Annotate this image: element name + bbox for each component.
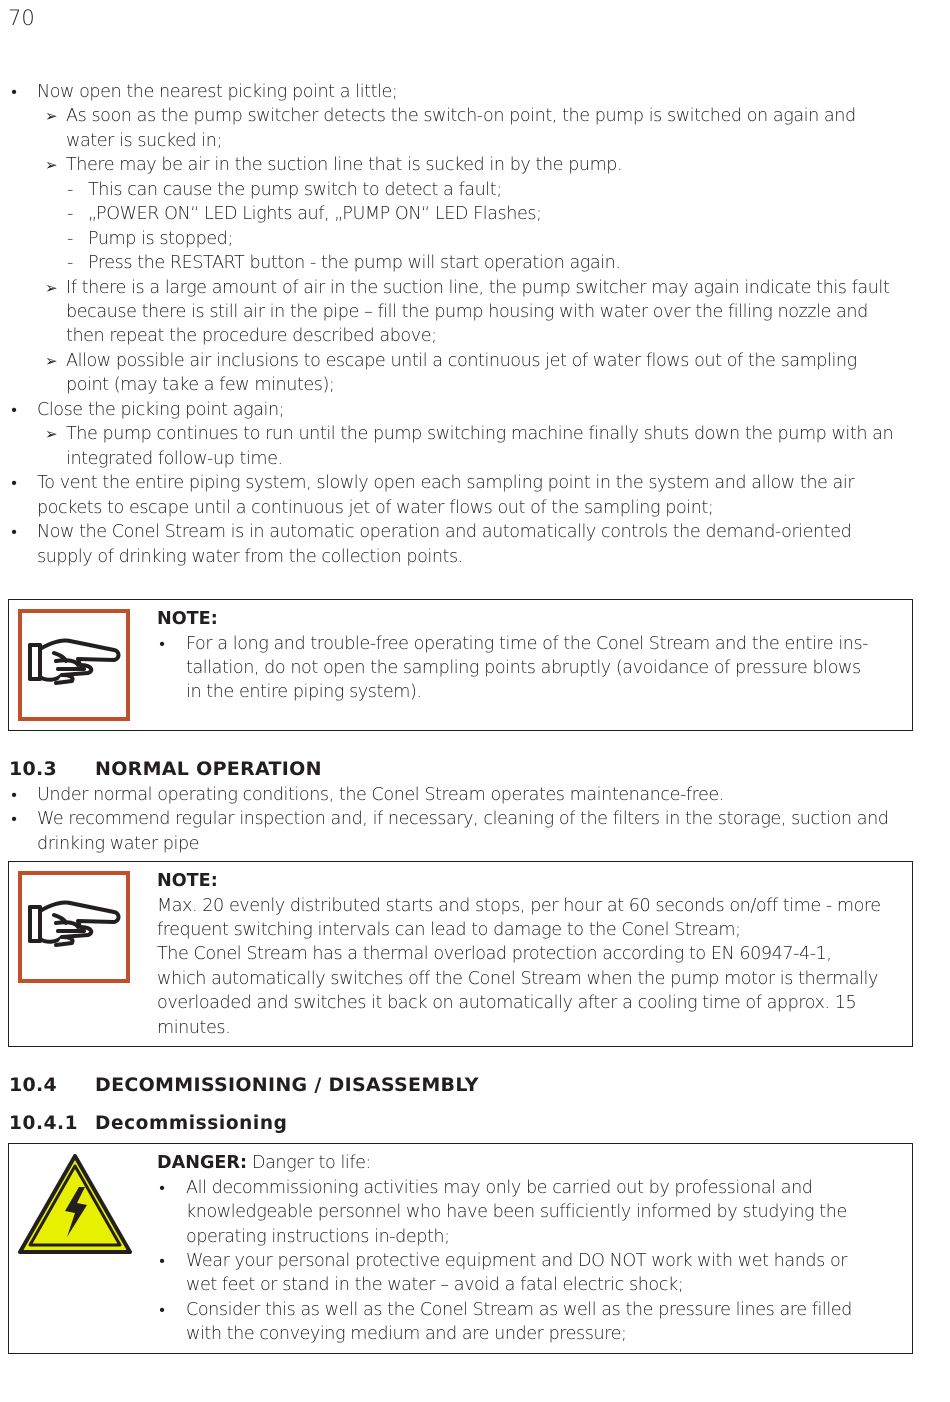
danger-subtitle: Danger to life: <box>252 1153 371 1173</box>
subsection-number: 10.4.1 <box>9 1113 79 1134</box>
note-text-line: overloaded and switches it back on automatically after a cooling time of approx. 15 <box>157 993 857 1013</box>
note-text-line: in the entire piping system). <box>186 682 422 702</box>
dash-item: Press the RESTART button - the pump will start operation again. <box>88 253 621 273</box>
section-number: 10.4 <box>9 1074 58 1096</box>
note-title: NOTE: <box>157 871 218 891</box>
bullet-icon: • <box>11 400 17 419</box>
arrow-bullet-icon: ➢ <box>45 107 58 125</box>
section-title: NORMAL OPERATION <box>95 758 322 780</box>
substep-line: As soon as the pump switcher detects the switch-on point, the pump is switched on again and <box>66 106 856 126</box>
substep-line: water is sucked in; <box>66 131 222 151</box>
danger-text-line: Consider this as well as the Conel Stream as well as the pressure lines are filled <box>186 1300 852 1320</box>
bullet-icon: • <box>11 809 17 828</box>
danger-text-line: All decommissioning activities may only be carried out by professional and <box>186 1178 813 1198</box>
high-voltage-warning-icon <box>17 1153 133 1255</box>
danger-text-line: operating instructions in-depth; <box>186 1227 450 1247</box>
note-text-line: minutes. <box>157 1018 231 1038</box>
pointing-hand-icon <box>18 609 130 721</box>
arrow-bullet-icon: ➢ <box>45 279 58 297</box>
substep-line: If there is a large amount of air in the suction line, the pump switcher may again indicate this fault <box>66 278 890 298</box>
bullet-icon: • <box>159 1300 165 1319</box>
note-text-line: tallation, do not open the sampling points abruptly (avoidance of pressure blows <box>186 658 861 678</box>
page-number: 70 <box>8 6 35 30</box>
dash-item: This can cause the pump switch to detect a fault; <box>88 180 502 200</box>
note-text-line: Max. 20 evenly distributed starts and stops, per hour at 60 seconds on/off time - more <box>157 896 881 916</box>
bullet-icon: • <box>11 785 17 804</box>
dash-item: „POWER ON“ LED Lights auf, „PUMP ON“ LED Flashes; <box>88 204 542 224</box>
note-title: NOTE: <box>157 609 218 629</box>
substep-line: then repeat the procedure described above; <box>66 326 437 346</box>
step-open-picking-point: Now open the nearest picking point a little; <box>37 82 398 102</box>
note-text-line: frequent switching intervals can lead to damage to the Conel Stream; <box>157 920 741 940</box>
note-text-line: which automatically switches off the Conel Stream when the pump motor is thermally <box>157 969 878 989</box>
step-automatic-line: supply of drinking water from the collection points. <box>37 547 463 567</box>
substep-line: point (may take a few minutes); <box>66 375 335 395</box>
danger-title: DANGER: <box>157 1153 247 1173</box>
bullet-icon: • <box>159 1251 165 1270</box>
step-automatic-line: Now the Conel Stream is in automatic operation and automatically controls the demand-oriented <box>37 522 852 542</box>
substep-line: Allow possible air inclusions to escape until a continuous jet of water flows out of the sampling <box>66 351 857 371</box>
substep-line: The pump continues to run until the pump switching machine finally shuts down the pump with an <box>66 424 894 444</box>
dash-bullet-icon: - <box>67 204 74 224</box>
operation-text: Under normal operating conditions, the Conel Stream operates maintenance-free. <box>37 785 724 805</box>
dash-item: Pump is stopped; <box>88 229 233 249</box>
bullet-icon: • <box>11 82 17 101</box>
operation-text: drinking water pipe <box>37 834 200 854</box>
substep-line: because there is still air in the pipe – fill the pump housing with water over the filling nozzle and <box>66 302 868 322</box>
note-text-line: For a long and trouble-free operating time of the Conel Stream and the entire ins- <box>186 634 869 654</box>
bullet-icon: • <box>159 1178 165 1197</box>
step-vent-line: pockets to escape until a continuous jet of water flows out of the sampling point; <box>37 498 714 518</box>
operation-text: We recommend regular inspection and, if necessary, cleaning of the filters in the storage, suction and <box>37 809 889 829</box>
arrow-bullet-icon: ➢ <box>45 352 58 370</box>
bullet-icon: • <box>11 522 17 541</box>
substep-line: There may be air in the suction line that is sucked in by the pump. <box>66 155 623 175</box>
step-vent-line: To vent the entire piping system, slowly open each sampling point in the system and allow the air <box>37 473 855 493</box>
danger-text-line: with the conveying medium and are under pressure; <box>186 1324 627 1344</box>
arrow-bullet-icon: ➢ <box>45 156 58 174</box>
danger-text-line: knowledgeable personnel who have been sufficiently informed by studying the <box>186 1202 847 1222</box>
arrow-bullet-icon: ➢ <box>45 425 58 443</box>
bullet-icon: • <box>11 473 17 492</box>
section-title: DECOMMISSIONING / DISASSEMBLY <box>95 1074 479 1096</box>
danger-text-line: Wear your personal protective equipment and DO NOT work with wet hands or <box>186 1251 848 1271</box>
section-number: 10.3 <box>9 758 58 780</box>
substep-line: integrated follow-up time. <box>66 449 283 469</box>
danger-text-line: wet feet or stand in the water – avoid a fatal electric shock; <box>186 1275 684 1295</box>
dash-bullet-icon: - <box>67 180 74 200</box>
subsection-title: Decommissioning <box>95 1113 288 1134</box>
step-close-picking-point: Close the picking point again; <box>37 400 285 420</box>
pointing-hand-icon <box>18 871 130 983</box>
note-text-line: The Conel Stream has a thermal overload protection according to EN 60947-4-1, <box>157 944 832 964</box>
bullet-icon: • <box>159 634 165 653</box>
dash-bullet-icon: - <box>67 229 74 249</box>
dash-bullet-icon: - <box>67 253 74 273</box>
